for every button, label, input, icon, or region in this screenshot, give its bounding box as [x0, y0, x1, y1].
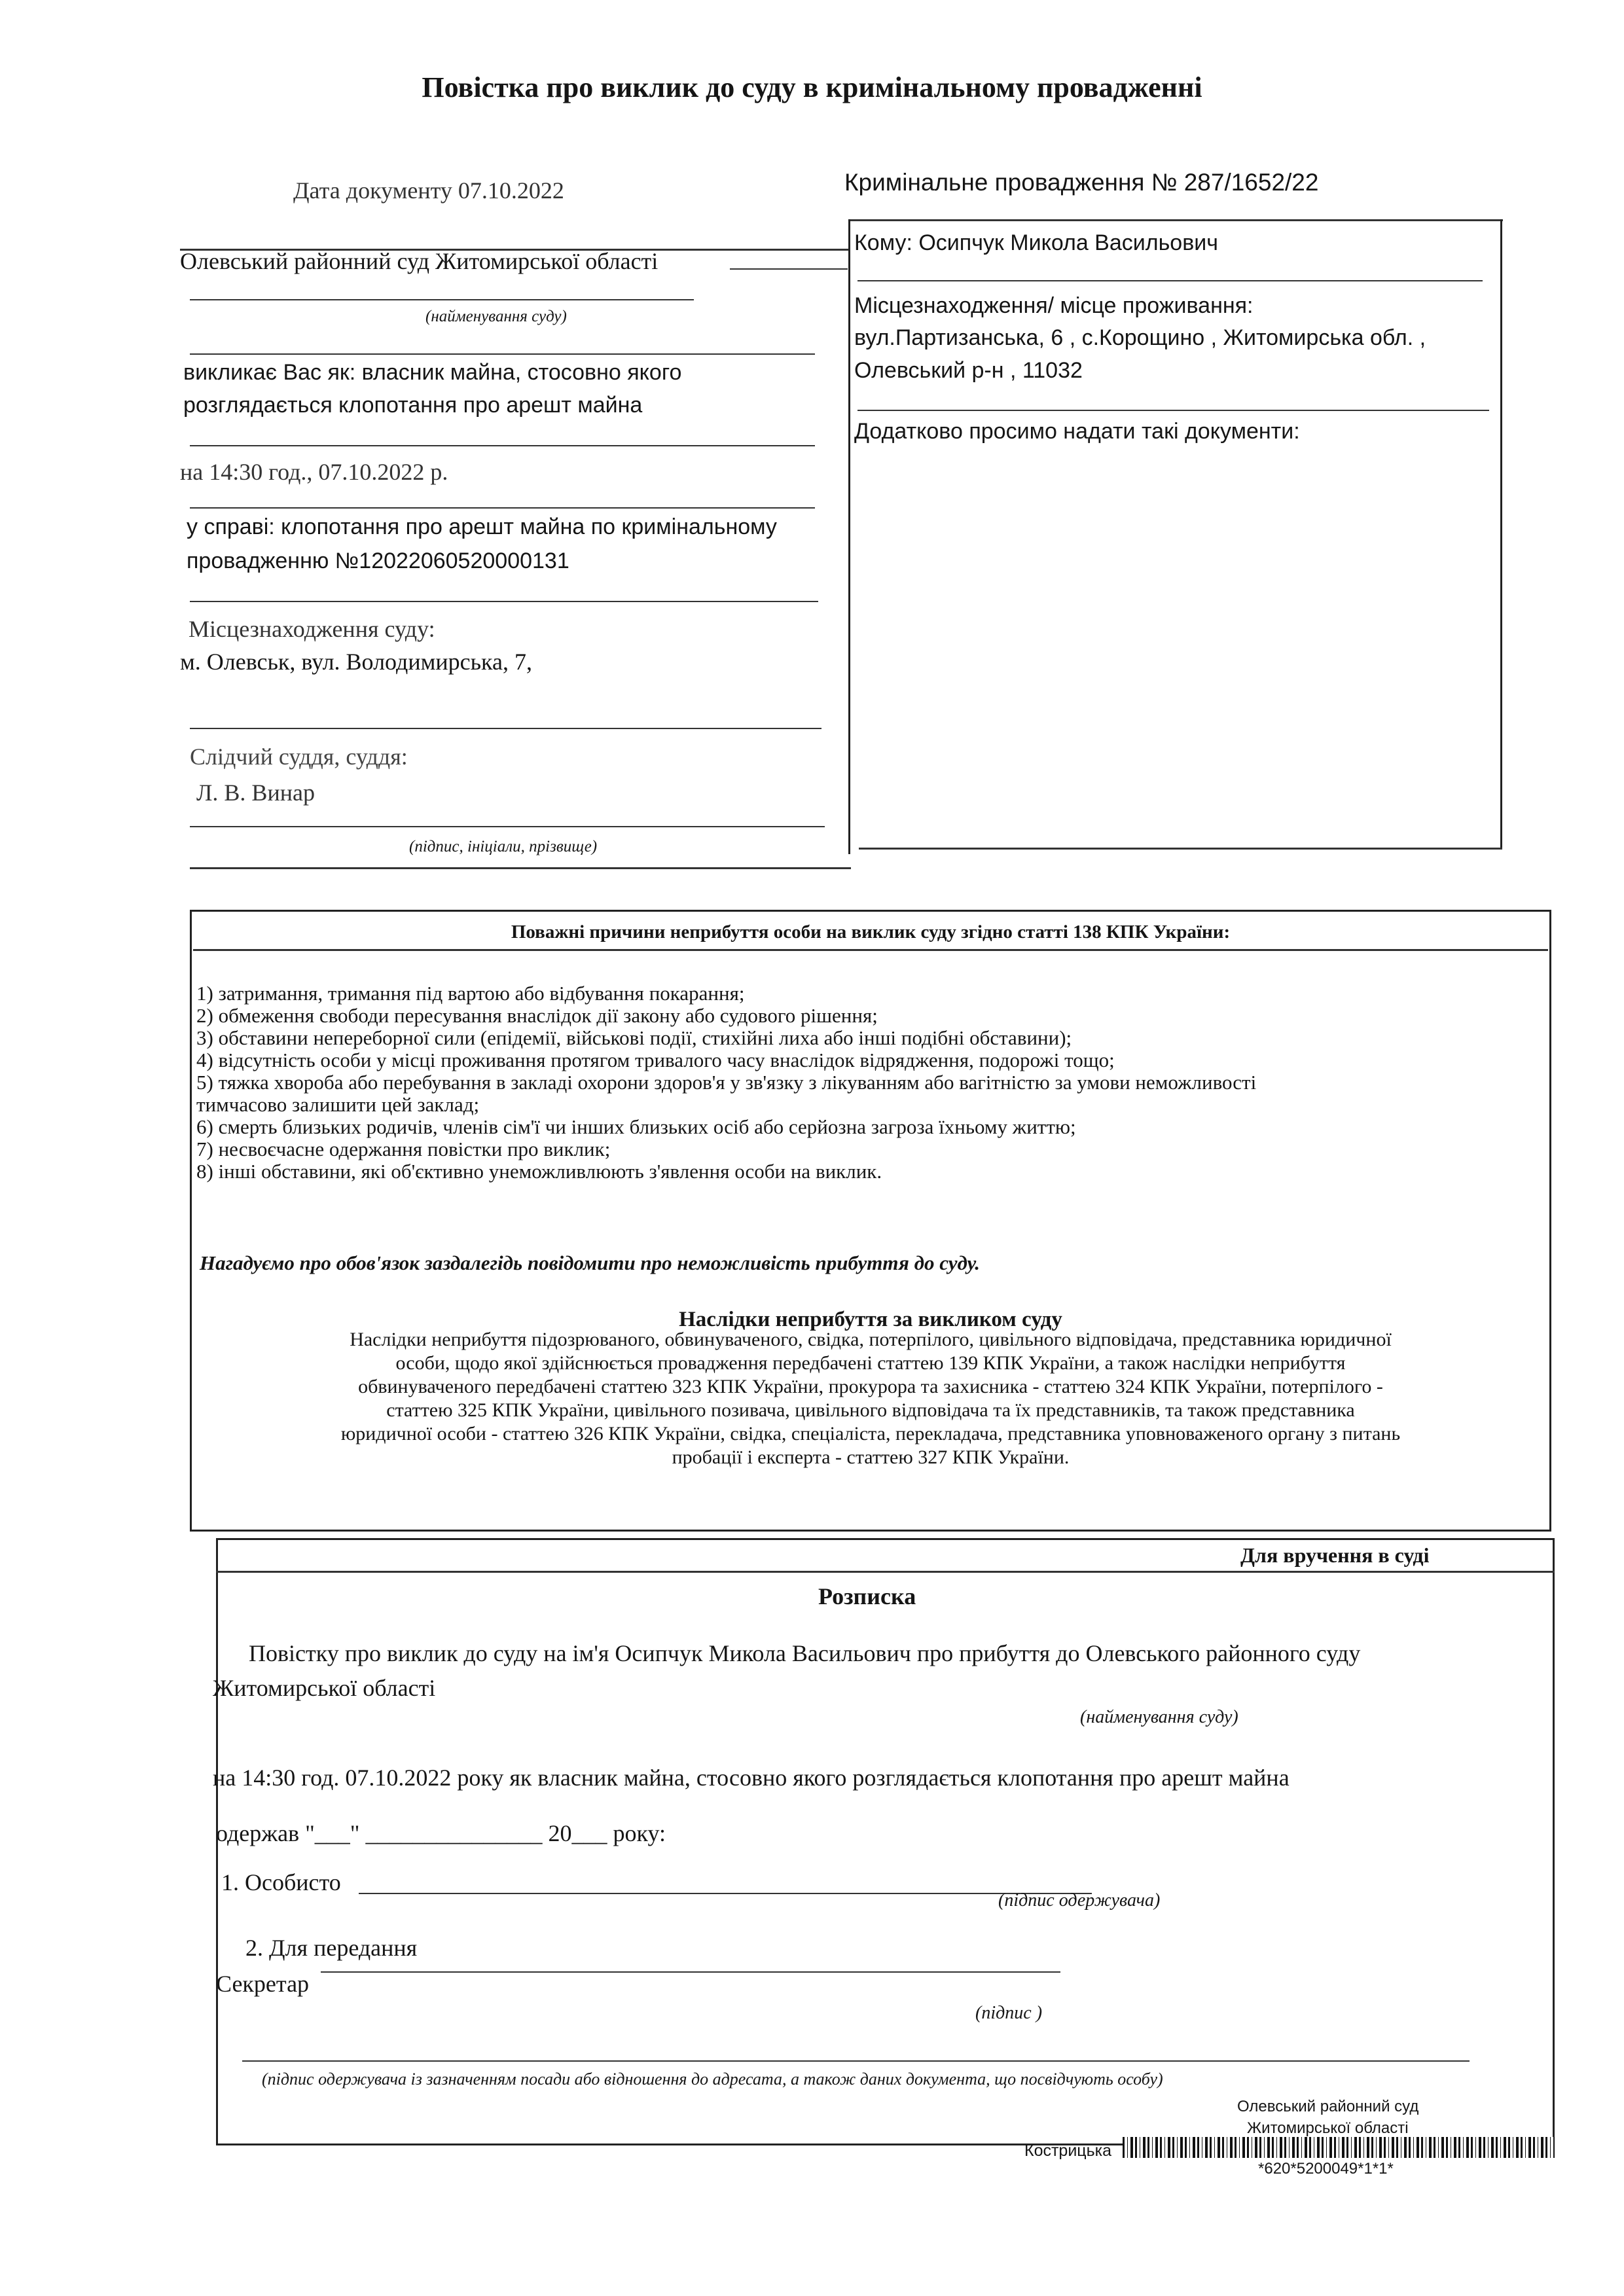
consequences-line: Наслідки неприбуття підозрюваного, обвинуваченого, свідка, потерпілого, цивільного відповідача, представника юридичної — [350, 1329, 1392, 1350]
judge-label: Слідчий суддя, суддя: — [190, 744, 408, 770]
list-item: 6) смерть близьких родичів, членів сім'ї чи інших близьких осіб або серйозна загроза їхньому життю; — [196, 1115, 1076, 1138]
court-name-line-2 — [190, 299, 694, 300]
residence-label: Місцезнаходження/ місце проживання: — [854, 293, 1254, 318]
secretary-signature-caption: (підпис ) — [975, 2003, 1043, 2023]
court-name: Олевський районний суд Житомирської області — [180, 248, 659, 274]
column-divider — [848, 219, 850, 854]
recipient-name: Кому: Осипчук Микола Васильович — [854, 230, 1218, 255]
hearing-time: на 14:30 год., 07.10.2022 р. — [180, 459, 448, 485]
right-top-border — [848, 219, 1503, 221]
divider — [190, 826, 825, 827]
case-subject: у справі: клопотання про арешт майна по кримінальному — [187, 514, 777, 539]
receipt-court-line: Житомирської області — [213, 1675, 436, 1701]
case-subject-2: провадженню №12022060520000131 — [187, 548, 569, 573]
documents-label: Додатково просимо надати такі документи: — [854, 419, 1300, 444]
reminder-note: Нагадуємо про обов'язок заздалегідь повідомити про неможливість прибуття до суду. — [200, 1251, 981, 1274]
left-bottom-border — [190, 867, 851, 869]
list-item: 3) обставини непереборної сили (епідемії, військові події, стихійні лиха або інші подібні обставини); — [196, 1026, 1072, 1049]
barcode — [1123, 2137, 1555, 2158]
list-item: 2) обмеження свободи пересування внаслідок дії закону або судового рішення; — [196, 1004, 878, 1027]
receipt-summons-line: Повістку про виклик до суду на ім'я Осипчук Микола Васильович про прибуття до Олевського районного суду — [249, 1640, 1361, 1666]
consequences-line: статтею 325 КПК України, цивільного позивача, цивільного відповідача та їх представників, та також представника — [386, 1399, 1355, 1421]
stamp-court-region: Житомирської області — [1247, 2119, 1409, 2137]
recipient-details-caption: (підпис одержувача із зазначенням посади або відношення до адресата, а також даних документа, що посвідчують особу) — [262, 2070, 1163, 2089]
divider — [857, 280, 1483, 281]
right-bottom-border — [859, 848, 1502, 850]
summons-role: викликає Вас як: власник майна, стосовно якого — [183, 360, 682, 385]
for-transfer-label: 2. Для передання — [245, 1935, 418, 1961]
list-item: 7) несвоєчасне одержання повістки про виклик; — [196, 1138, 611, 1160]
secretary-signature-line — [321, 1971, 1060, 1973]
receipt-title: Розписка — [818, 1583, 916, 1609]
secretary-label: Секретар — [216, 1971, 310, 1997]
court-name-line — [730, 268, 848, 270]
list-item: 4) відсутність особи у місці проживання протягом тривалого часу внаслідок відрядження, подорожі тощо; — [196, 1049, 1115, 1071]
court-location-label: Місцезнаходження суду: — [189, 616, 435, 642]
consequences-line: обвинуваченого передбачені статтею 323 КПК України, прокурора та захисника - статтею 324 КПК України, потерпілого - — [358, 1376, 1383, 1397]
divider — [190, 353, 815, 355]
list-item: 1) затримання, тримання під вартою або відбування покарання; — [196, 982, 745, 1005]
divider — [190, 445, 815, 446]
court-location: м. Олевськ, вул. Володимирська, 7, — [180, 649, 532, 675]
residence-address: вул.Партизанська, 6 , с.Корощино , Житомирська обл. , — [854, 325, 1426, 350]
list-item: тимчасово залишити цей заклад; — [196, 1093, 480, 1116]
personally-label: 1. Особисто — [221, 1869, 341, 1895]
court-name-caption: (найменування суду) — [425, 308, 567, 325]
divider — [190, 601, 818, 602]
receipt-top-line — [216, 1571, 1555, 1573]
receipt-court-caption: (найменування суду) — [1080, 1707, 1238, 1727]
consequences-line: пробації і експерта - статтею 327 КПК України. — [672, 1446, 1070, 1468]
receipt-time-line: на 14:30 год. 07.10.2022 року як власник майна, стосовно якого розглядається клопотання про арешт майна — [213, 1765, 1290, 1791]
consequences-heading: Наслідки неприбуття за викликом суду — [679, 1308, 1062, 1331]
residence-district: Олевський р-н , 11032 — [854, 358, 1083, 383]
consequences-line: юридичної особи - статтею 326 КПК України, свідка, спеціаліста, перекладача, представника уповноваженого органу з питань — [340, 1423, 1401, 1444]
document-date: Дата документу 07.10.2022 — [293, 177, 564, 204]
list-item: 5) тяжка хвороба або перебування в закладі охорони здоров'я у зв'язку з лікуванням або вагітністю за умови неможливості — [196, 1071, 1257, 1094]
personally-signature-line — [359, 1893, 1092, 1894]
stamp-court-name: Олевський районний суд — [1237, 2098, 1419, 2115]
divider — [857, 410, 1489, 411]
recipient-details-line — [242, 2060, 1470, 2062]
barcode-number: *620*5200049*1*1* — [1258, 2160, 1394, 2178]
reasons-heading: Поважні причини неприбуття особи на виклик суду згідно статті 138 КПК України: — [511, 922, 1231, 942]
consequences-line: особи, щодо якої здійснюється провадження передбачені статтею 139 КПК України, а також наслідки неприбуття — [395, 1352, 1346, 1374]
divider — [190, 507, 815, 509]
signature-caption: (підпис, ініціали, прізвище) — [409, 838, 598, 855]
summons-role-2: розглядається клопотання про арешт майна — [183, 393, 643, 418]
case-number: Кримінальне провадження № 287/1652/22 — [844, 169, 1319, 196]
for-court-label: Для вручення в суді — [1240, 1543, 1430, 1567]
divider — [190, 728, 821, 729]
recipient-signature-caption: (підпис одержувача) — [998, 1890, 1161, 1910]
list-item: 8) інші обставини, які об'єктивно унеможливлюють з'явлення особи на виклик. — [196, 1160, 882, 1183]
reasons-heading-line — [193, 949, 1548, 951]
clerk-name: Кострицька — [1024, 2142, 1112, 2160]
received-date: одержав "___" _______________ 20___ року: — [216, 1820, 666, 1846]
page-title: Повістка про виклик до суду в кримінальному провадженні — [422, 71, 1202, 103]
right-border — [1500, 219, 1502, 848]
judge-name: Л. В. Винар — [196, 780, 315, 806]
